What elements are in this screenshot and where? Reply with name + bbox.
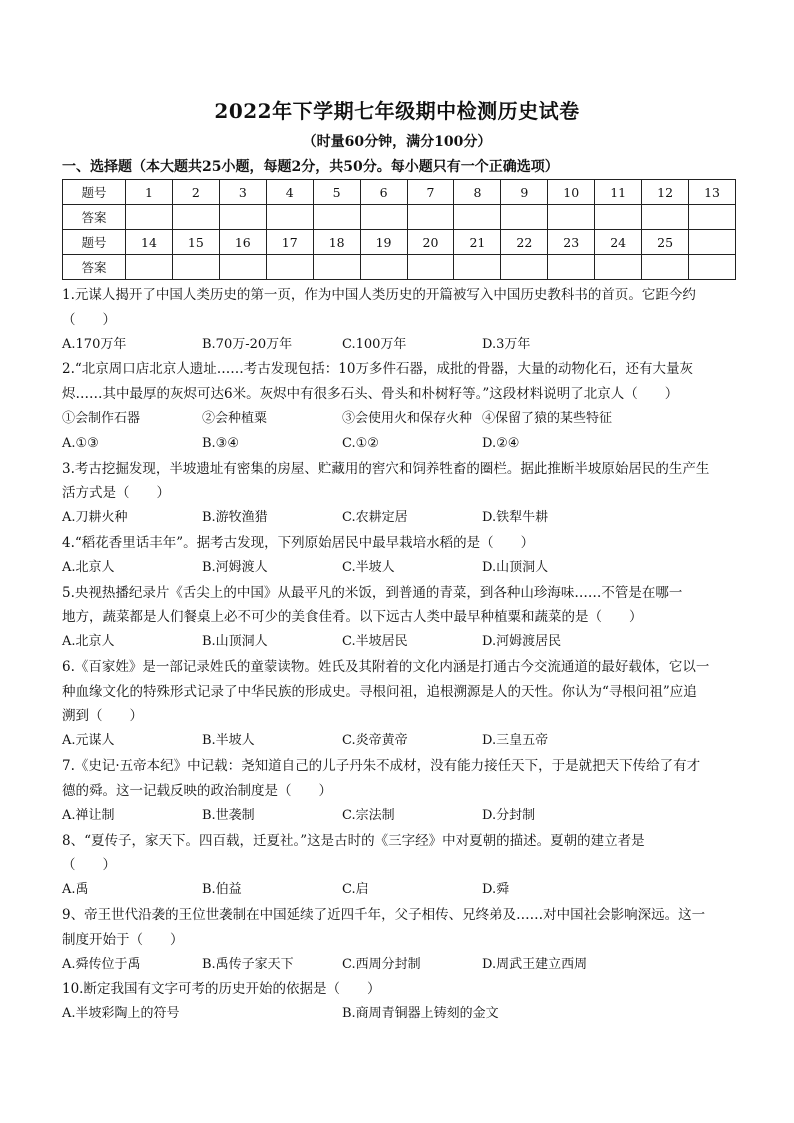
question-text-line: 制度开始于（ ） <box>62 931 184 948</box>
answer-option[interactable]: C.①② <box>342 435 379 451</box>
option-row <box>62 333 738 357</box>
question-text-line: 7.《史记·五帝本纪》中记载：尧知道自己的儿子丹朱不成材，没有能力接任天下，于是就把天下传给了有才 <box>62 758 701 775</box>
answer-option[interactable]: B.70万-20万年 <box>202 336 293 352</box>
statement-item: ③会使用火和保存火种 <box>342 411 473 426</box>
question-text-line: 德的舜。这一记载反映的政治制度是（ ） <box>62 782 332 799</box>
answer-option[interactable]: A.①③ <box>62 435 99 451</box>
answer-cell[interactable] <box>126 205 173 230</box>
question-number-row <box>63 230 736 255</box>
question-number-cell: 23 <box>548 230 595 255</box>
question-number-cell: 21 <box>454 230 501 255</box>
answer-option[interactable]: A.禹 <box>62 882 89 898</box>
question-stem <box>62 283 738 332</box>
question-number-cell: 25 <box>642 230 689 255</box>
question-text-line: 地方，蔬菜都是人们餐桌上必不可少的美食佳肴。以下远古人类中最早种植粟和蔬菜的是（ ） <box>62 609 643 626</box>
answer-option[interactable]: D.分封制 <box>482 807 536 823</box>
row-label: 题号 <box>63 230 126 255</box>
answer-cell[interactable] <box>313 205 360 230</box>
answer-table <box>62 179 736 280</box>
exam-title: 2022年下学期七年级期中检测历史试卷 <box>214 99 580 123</box>
question-stem <box>62 357 738 406</box>
statement-row <box>62 407 738 431</box>
option-row <box>62 1002 738 1026</box>
question-number-cell <box>689 230 736 255</box>
answer-cell[interactable] <box>219 255 266 280</box>
question-number-cell: 18 <box>313 230 360 255</box>
question-number-cell: 10 <box>548 180 595 205</box>
answer-option[interactable]: C.半坡居民 <box>342 634 408 650</box>
option-row <box>62 878 738 902</box>
answer-option[interactable]: A.元谋人 <box>62 733 115 749</box>
answer-option[interactable]: C.农耕定居 <box>342 510 408 526</box>
answer-option[interactable]: D.山顶洞人 <box>482 559 549 575</box>
answer-cell[interactable] <box>454 205 501 230</box>
answer-cell[interactable] <box>501 205 548 230</box>
option-row <box>62 556 738 580</box>
question-text-line: 溯到（ ） <box>62 708 143 724</box>
answer-cell[interactable] <box>266 205 313 230</box>
statement-item: ④保留了猿的某些特征 <box>482 411 613 426</box>
question-number-cell: 7 <box>407 180 454 205</box>
question-number-cell: 20 <box>407 230 454 255</box>
question-stem <box>62 903 738 952</box>
answer-option[interactable]: D.②④ <box>482 435 520 451</box>
question-number-cell: 5 <box>313 180 360 205</box>
question-number-cell: 11 <box>595 180 642 205</box>
question-number-cell: 24 <box>595 230 642 255</box>
answer-option[interactable]: A.刀耕火种 <box>62 510 128 526</box>
answer-option[interactable]: A.半坡彩陶上的符号 <box>62 1006 180 1022</box>
answer-option[interactable]: B.世袭制 <box>202 807 255 823</box>
option-row <box>62 953 738 977</box>
answer-option[interactable]: A.北京人 <box>62 634 115 650</box>
option-row <box>62 630 738 654</box>
answer-cell[interactable] <box>266 255 313 280</box>
answer-option[interactable]: C.半坡人 <box>342 559 395 575</box>
answer-cell[interactable] <box>595 205 642 230</box>
answer-option[interactable]: D.舜 <box>482 882 510 898</box>
question-stem <box>62 581 738 630</box>
answer-cell[interactable] <box>689 255 736 280</box>
answer-option[interactable]: B.禹传子家天下 <box>202 956 294 972</box>
section-heading: 一、选择题（本大题共25小题，每题2分，共50分。每小题只有一个正确选项） <box>62 159 559 175</box>
question-text-line: 5.央视热播纪录片《舌尖上的中国》从最平凡的米饭，到普通的青菜，到各种山珍海味……不管是在哪一 <box>62 584 683 601</box>
question-text-line: 9、帝王世代沿袭的王位世袭制在中国延续了近四千年，父子相传、兄终弟及……对中国社会影响深远。这一 <box>62 907 706 923</box>
question-number-cell: 1 <box>126 180 173 205</box>
row-label: 题号 <box>63 180 126 205</box>
answer-cell[interactable] <box>407 255 454 280</box>
answer-cell[interactable] <box>548 255 595 280</box>
option-row <box>62 432 738 456</box>
question-number-cell: 16 <box>219 230 266 255</box>
answer-option[interactable]: B.商周青铜器上铸刻的金文 <box>342 1006 499 1022</box>
question-stem <box>62 829 738 878</box>
answer-cell[interactable] <box>501 255 548 280</box>
statement-item: ①会制作石器 <box>62 411 141 426</box>
answer-cell[interactable] <box>454 255 501 280</box>
answer-option[interactable]: C.西周分封制 <box>342 956 421 972</box>
answer-cell[interactable] <box>172 255 219 280</box>
question-number-cell: 12 <box>642 180 689 205</box>
answer-option[interactable]: C.宗法制 <box>342 807 395 823</box>
exam-subtitle: （时量60分钟，满分100分） <box>302 134 492 150</box>
question-stem <box>62 655 738 729</box>
answer-cell[interactable] <box>313 255 360 280</box>
question-text-line: （ ） <box>62 311 116 328</box>
answer-option[interactable]: D.铁犁牛耕 <box>482 510 549 526</box>
answer-option[interactable]: B.山顶洞人 <box>202 634 268 650</box>
option-row <box>62 804 738 828</box>
question-number-cell: 19 <box>360 230 407 255</box>
answer-option[interactable]: D.三皇五帝 <box>482 733 549 749</box>
answer-option[interactable]: B.③④ <box>202 435 239 451</box>
row-label: 答案 <box>63 255 126 280</box>
answer-option[interactable]: C.炎帝黄帝 <box>342 733 408 749</box>
answer-cell[interactable] <box>595 255 642 280</box>
answer-row <box>63 255 736 280</box>
question-text-line: 烬……其中最厚的灰烬可达6米。灰烬中有很多石头、骨头和朴树籽等。”这段材料说明了北京人（ ） <box>62 385 679 402</box>
answer-option[interactable]: B.半坡人 <box>202 733 255 749</box>
answer-cell[interactable] <box>172 205 219 230</box>
question-text-line: 10.断定我国有文字可考的历史开始的依据是（ ） <box>62 981 381 998</box>
question-stem <box>62 531 738 556</box>
question-number-cell: 9 <box>501 180 548 205</box>
answer-option[interactable]: D.河姆渡居民 <box>482 634 562 650</box>
answer-option[interactable]: B.河姆渡人 <box>202 559 268 575</box>
statement-item: ②会种植粟 <box>202 411 268 426</box>
question-text-line: （ ） <box>62 857 116 874</box>
answer-cell[interactable] <box>642 205 689 230</box>
question-text-line: 2.“北京周口店北京人遗址……考古发现包括：10万多件石器，成批的骨器，大量的动物化石，还有大量灰 <box>62 361 693 378</box>
answer-cell[interactable] <box>548 205 595 230</box>
answer-cell[interactable] <box>360 205 407 230</box>
question-number-cell: 22 <box>501 230 548 255</box>
answer-cell[interactable] <box>219 205 266 230</box>
answer-option[interactable]: C.100万年 <box>342 336 407 352</box>
answer-option[interactable]: A.禅让制 <box>62 807 115 823</box>
question-text-line: 活方式是（ ） <box>62 485 170 502</box>
question-text-line: 4.“稻花香里话丰年”。据考古发现，下列原始居民中最早栽培水稻的是（ ） <box>62 535 535 551</box>
answer-option[interactable]: A.北京人 <box>62 559 115 575</box>
question-number-cell: 3 <box>219 180 266 205</box>
question-number-cell: 13 <box>689 180 736 205</box>
answer-cell[interactable] <box>689 205 736 230</box>
question-number-row <box>63 180 736 205</box>
question-text-line: 1.元谋人揭开了中国人类历史的第一页，作为中国人类历史的开篇被写入中国历史教科书的首页。它距今约 <box>62 287 696 303</box>
answer-cell[interactable] <box>360 255 407 280</box>
answer-option[interactable]: C.启 <box>342 882 369 898</box>
option-row <box>62 729 738 753</box>
answer-cell[interactable] <box>126 255 173 280</box>
question-stem <box>62 754 738 803</box>
option-row <box>62 506 738 530</box>
row-label: 答案 <box>63 205 126 230</box>
question-number-cell: 4 <box>266 180 313 205</box>
question-text-line: 3.考古挖掘发现，半坡遗址有密集的房屋、贮藏用的窖穴和饲养牲畜的圈栏。据此推断半坡原始居民的生产生 <box>62 460 710 477</box>
question-number-cell: 17 <box>266 230 313 255</box>
question-text-line: 种血缘文化的特殊形式记录了中华民族的形成史。寻根问祖，追根溯源是人的天性。你认为“寻根问祖”应追 <box>62 683 697 700</box>
answer-cell[interactable] <box>642 255 689 280</box>
question-stem <box>62 457 738 506</box>
answer-row <box>63 205 736 230</box>
question-text-line: 6.《百家姓》是一部记录姓氏的童蒙读物。姓氏及其附着的文化内涵是打通古今交流通道的最好载体，它以一 <box>62 659 710 675</box>
question-number-cell: 6 <box>360 180 407 205</box>
answer-option[interactable]: A.舜传位于禹 <box>62 956 141 972</box>
answer-option[interactable]: B.伯益 <box>202 882 242 898</box>
answer-cell[interactable] <box>407 205 454 230</box>
answer-option[interactable]: D.周武王建立西周 <box>482 956 588 972</box>
question-number-cell: 15 <box>172 230 219 255</box>
answer-option[interactable]: D.3万年 <box>482 336 531 352</box>
question-number-cell: 14 <box>126 230 173 255</box>
question-text-line: 8、“夏传子，家天下。四百载，迁夏社。”这是古时的《三字经》中对夏朝的描述。夏朝的建立者是 <box>62 832 645 849</box>
question-stem <box>62 977 738 1002</box>
question-number-cell: 2 <box>172 180 219 205</box>
answer-option[interactable]: B.游牧渔猎 <box>202 510 268 526</box>
question-number-cell: 8 <box>454 180 501 205</box>
answer-option[interactable]: A.170万年 <box>62 336 127 352</box>
